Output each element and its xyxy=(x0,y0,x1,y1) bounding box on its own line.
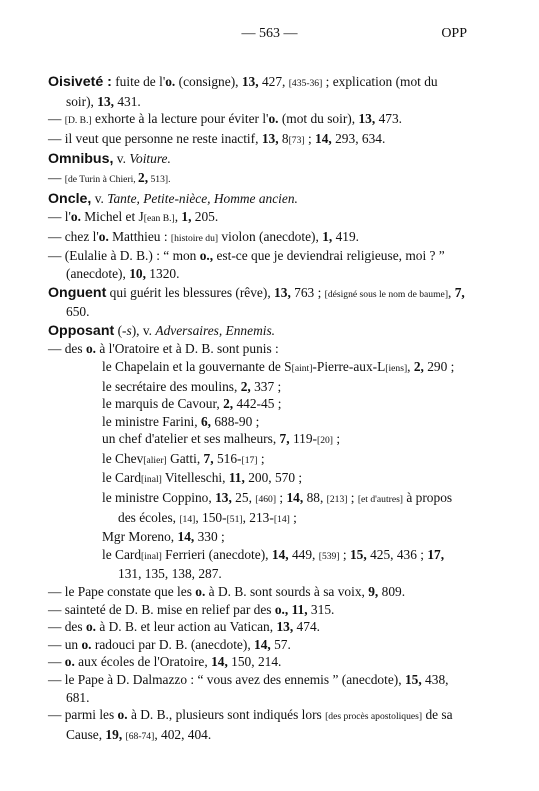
entry-headword: Oisiveté : xyxy=(48,74,112,90)
nested-subentry: Mgr Moreno, 14, 330 ; xyxy=(102,529,225,545)
subentry-line: — o. aux écoles de l'Oratoire, 14, 150, 214. xyxy=(48,654,282,670)
subentry-line: — un o. radouci par D. B. (anecdote), 14, 57. xyxy=(48,636,291,652)
subentry-line: — [de Turin à Chieri, 2, 513]. xyxy=(48,169,171,185)
page-number: — 563 — xyxy=(241,26,298,41)
nested-subentry: le Card[inal] Vitelleschi, 11, 200, 570 ; xyxy=(102,470,303,486)
entry-headword: Onguent xyxy=(48,284,107,301)
subentry-line: — (Eulalie à D. B.) : “ mon o., est-ce que je deviendrai religieuse, moi ? ” (anecdote), 10, 1320. xyxy=(48,248,445,281)
nested-subentry: le ministre Coppino, 13, 25, [460] ; 14, 88, [213] ; [et d'autres] à propos des écoles, [14], 150-[51], 213-[14] ; xyxy=(102,490,453,525)
subentry-line: — chez l'o. Matthieu : [histoire du] violon (anecdote), 1, 419. xyxy=(48,228,360,244)
subentry-line: — le Pape constate que les o. à D. B. sont sourds à sa voix, 9, 809. xyxy=(48,584,406,600)
page-header xyxy=(0,25,539,45)
subentry-line: — le Pape à D. Dalmazzo : “ vous avez des ennemis ” (anecdote), 15, 438, 681. xyxy=(48,672,449,705)
entry-headword: Opposant xyxy=(48,322,115,339)
subentry-line: — des o. à D. B. et leur action au Vatican, 13, 474. xyxy=(48,619,320,635)
running-head: OPP xyxy=(441,26,467,41)
nested-subentry: un chef d'atelier et ses malheurs, 7, 119-[20] ; xyxy=(102,431,341,447)
nested-subentry: le marquis de Cavour, 2, 442-45 ; xyxy=(102,396,282,412)
nested-subentry: le Card[inal] Ferrieri (anecdote), 14, 449, [539] ; 15, 425, 436 ; 17, 131, 135, 138, 287. xyxy=(102,546,445,582)
nested-subentry: le secrétaire des moulins, 2, 337 ; xyxy=(102,378,282,394)
subentry-line: — des o. à l'Oratoire et à D. B. sont punis : xyxy=(48,341,279,357)
subentry-line: — [D. B.] exhorte à la lecture pour éviter l'o. (mot du soir), 13, 473. xyxy=(48,111,402,127)
index-column xyxy=(48,72,468,745)
entry-omnibus: Omnibus, v. Voiture. xyxy=(48,151,171,168)
subentry-line: — l'o. Michel et J[ean B.], 1, 205. xyxy=(48,209,219,225)
nested-subentry: le ministre Farini, 6, 688-90 ; xyxy=(102,413,260,429)
subentry-line: — il veut que personne ne reste inactif, 13, 8[73] ; 14, 293, 634. xyxy=(48,130,386,146)
subentry-line: — parmi les o. à D. B., plusieurs sont indiqués lors [des procès apostoliques] de sa Cause, 19, [68-74], 402, 404. xyxy=(48,707,453,742)
entry-headword: Oncle, xyxy=(48,190,92,207)
entry-opposant: Opposant (-s), v. Adversaires, Ennemis. xyxy=(48,322,276,339)
entry-oncle: Oncle, v. Tante, Petite-nièce, Homme ancien. xyxy=(48,190,298,207)
nested-subentry: le Chev[alier] Gatti, 7, 516-[17] ; xyxy=(102,450,265,466)
entry-oisivete: Oisiveté : fuite de l'o. (consigne), 13, 427, [435-36] ; explication (mot du soir), 13, 431. xyxy=(48,74,438,109)
entry-headword: Omnibus, xyxy=(48,151,114,168)
entry-onguent: Onguent qui guérit les blessures (rêve), 13, 763 ; [désigné sous le nom de baume], 7, 650. xyxy=(48,284,465,320)
subentry-line: — sainteté de D. B. mise en relief par des o., 11, 315. xyxy=(48,601,335,617)
nested-subentry: le Chapelain et la gouvernante de S[aint]-Pierre-aux-L[iens], 2, 290 ; xyxy=(102,358,455,374)
